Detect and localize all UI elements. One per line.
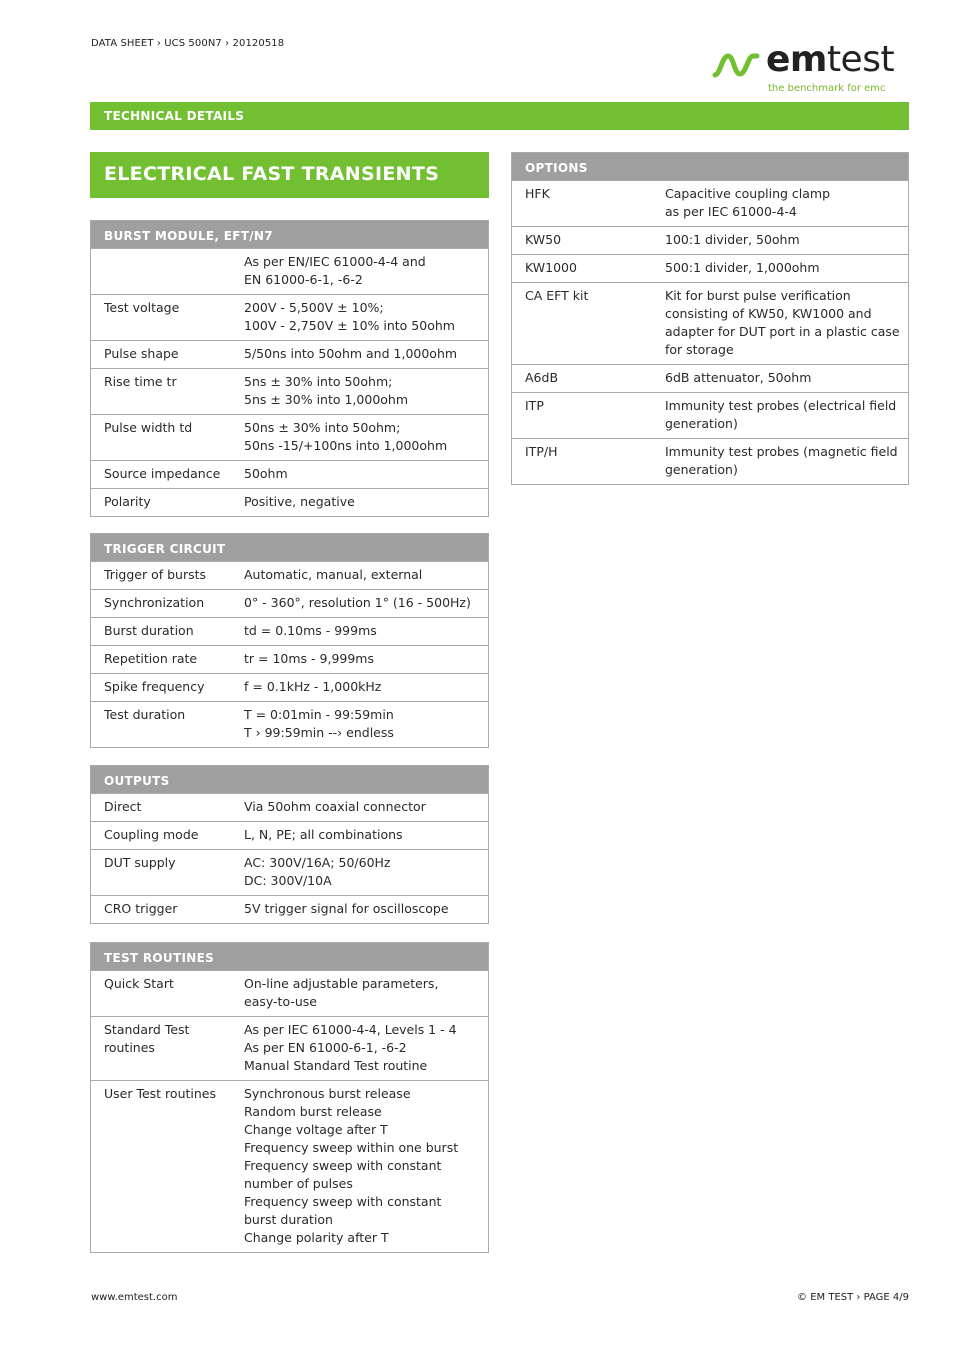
row-label: Quick Start (104, 976, 174, 991)
table-row (512, 254, 908, 282)
table-header: TEST ROUTINES (91, 943, 488, 970)
row-value: tr = 10ms - 9,999ms (244, 651, 374, 666)
row-value: 0° - 360°, resolution 1° (16 - 500Hz) (244, 595, 471, 610)
row-label: CRO trigger (104, 901, 178, 916)
table-row (512, 226, 908, 254)
row-label: Coupling mode (104, 827, 199, 842)
trigger-circuit-table (90, 533, 489, 748)
table-header: OPTIONS (512, 153, 908, 180)
table-row (91, 673, 488, 701)
main-title-box (90, 152, 489, 198)
table-row (512, 180, 908, 226)
table-row (91, 849, 488, 895)
row-value: As per EN/IEC 61000-4-4 and EN 61000-6-1, -6-2 (244, 254, 426, 287)
row-value: 5V trigger signal for oscilloscope (244, 901, 449, 916)
table-row (91, 617, 488, 645)
row-value: As per IEC 61000-4-4, Levels 1 - 4 As per EN 61000-6-1, -6-2 Manual Standard Test routine (244, 1022, 457, 1073)
table-row (91, 460, 488, 488)
row-value: 200V - 5,500V ± 10%; 100V - 2,750V ± 10% into 50ohm (244, 300, 455, 333)
table-row (91, 970, 488, 1016)
table-row (512, 392, 908, 438)
breadcrumb: DATA SHEET › UCS 500N7 › 20120518 (91, 38, 285, 49)
table-header: TRIGGER CIRCUIT (91, 534, 488, 561)
row-label: User Test routines (104, 1086, 216, 1101)
row-value: 50ohm (244, 466, 288, 481)
row-value: Immunity test probes (magnetic field generation) (665, 444, 898, 477)
section-title: TECHNICAL DETAILS (104, 109, 245, 123)
logo-test: test (826, 39, 895, 80)
row-label: Source impedance (104, 466, 221, 481)
logo-em: em (766, 39, 827, 80)
row-label: Spike frequency (104, 679, 205, 694)
row-label: HFK (525, 186, 550, 201)
burst-module-table (90, 220, 489, 517)
table-row (91, 561, 488, 589)
row-value: Capacitive coupling clamp as per IEC 61000-4-4 (665, 186, 831, 219)
footer-page: © EM TEST › PAGE 4/9 (797, 1292, 909, 1303)
outputs-table (90, 765, 489, 924)
section-bar (90, 102, 909, 130)
row-value: 100:1 divider, 50ohm (665, 232, 800, 247)
row-label: Pulse width td (104, 420, 193, 435)
row-value: 5/50ns into 50ohm and 1,000ohm (244, 346, 458, 361)
table-header: OUTPUTS (91, 766, 488, 793)
row-value: Synchronous burst release Random burst release Change voltage after T Frequency sweep within one burst Frequency sweep with constant number of pulses Frequency sweep with constant burst duration Change polarity after T (244, 1086, 459, 1245)
row-label: A6dB (525, 370, 559, 385)
row-value: L, N, PE; all combinations (244, 827, 403, 842)
wave-logo-icon (712, 52, 760, 78)
row-value: Via 50ohm coaxial connector (244, 799, 426, 814)
table-row (91, 1016, 488, 1080)
row-value: Immunity test probes (electrical field generation) (665, 398, 897, 431)
row-value: Kit for burst pulse verification consisting of KW50, KW1000 and adapter for DUT port in a plastic case for storage (665, 288, 900, 357)
table-row (91, 294, 488, 340)
row-label: Repetition rate (104, 651, 198, 666)
table-row (91, 1080, 488, 1252)
row-label: DUT supply (104, 855, 176, 870)
test-routines-table (90, 942, 489, 1253)
page-title: ELECTRICAL FAST TRANSIENTS (104, 163, 440, 185)
table-row (91, 645, 488, 673)
table-row (91, 368, 488, 414)
row-label: Synchronization (104, 595, 205, 610)
row-value: 6dB attenuator, 50ohm (665, 370, 812, 385)
row-value: T = 0:01min - 99:59min T › 99:59min --› endless (244, 707, 394, 740)
row-label: Pulse shape (104, 346, 179, 361)
table-row (91, 248, 488, 294)
row-value: 5ns ± 30% into 50ohm; 5ns ± 30% into 1,000ohm (244, 374, 409, 407)
table-row (91, 701, 488, 747)
row-value: 500:1 divider, 1,000ohm (665, 260, 820, 275)
table-row (91, 793, 488, 821)
row-label: Rise time tr (104, 374, 177, 389)
logo-tagline: the benchmark for emc (768, 83, 886, 94)
row-value: Automatic, manual, external (244, 567, 423, 582)
table-row (91, 488, 488, 516)
row-label: Standard Test routines (104, 1022, 190, 1055)
row-label: Trigger of bursts (104, 567, 207, 582)
table-row (512, 282, 908, 364)
row-label: Burst duration (104, 623, 194, 638)
row-label (91, 253, 244, 289)
row-label: Test duration (104, 707, 186, 722)
logo-wordmark (766, 40, 894, 80)
row-label: ITP (525, 398, 544, 413)
table-row (91, 589, 488, 617)
footer-website: www.emtest.com (91, 1292, 178, 1303)
row-label: Test voltage (104, 300, 180, 315)
row-value: td = 0.10ms - 999ms (244, 623, 377, 638)
row-label: KW50 (525, 232, 562, 247)
table-row (91, 895, 488, 923)
emtest-logo (712, 39, 912, 98)
table-row (512, 438, 908, 484)
row-value: Positive, negative (244, 494, 355, 509)
options-table (511, 152, 909, 485)
row-label: Direct (104, 799, 142, 814)
table-row (512, 364, 908, 392)
row-label: ITP/H (525, 444, 558, 459)
row-value: f = 0.1kHz - 1,000kHz (244, 679, 382, 694)
row-value: AC: 300V/16A; 50/60Hz DC: 300V/10A (244, 855, 391, 888)
row-value: 50ns ± 30% into 50ohm; 50ns -15/+100ns into 1,000ohm (244, 420, 448, 453)
table-header: BURST MODULE, EFT/N7 (91, 221, 488, 248)
row-label: KW1000 (525, 260, 577, 275)
table-row (91, 821, 488, 849)
row-value: On-line adjustable parameters, easy-to-use (244, 976, 439, 1009)
row-label: Polarity (104, 494, 151, 509)
row-label: CA EFT kit (525, 288, 589, 303)
table-row (91, 340, 488, 368)
table-row (91, 414, 488, 460)
